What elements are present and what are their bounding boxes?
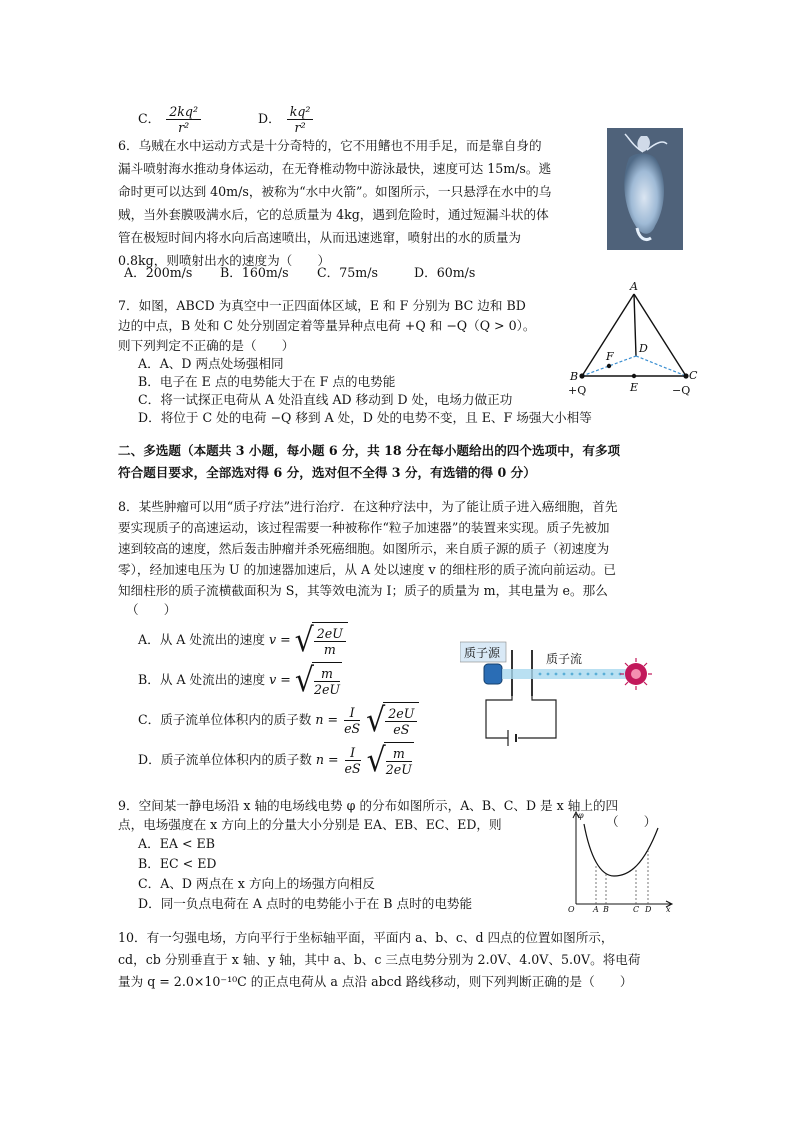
charge-minus-q: −Q: [672, 384, 691, 397]
proton-source-label: 质子源: [464, 646, 501, 660]
fraction: [386, 746, 412, 777]
option-label: D．: [258, 111, 281, 126]
q7-option-d: D．将位于 C 处的电荷 −Q 移到 A 处，D 处的电势不变，且 E、F 场强大小相等: [138, 410, 592, 425]
equation-lhs: n =: [315, 712, 339, 727]
q6-line: 6．乌贼在水中运动方式是十分奇特的，它不用鳍也不用手足，而是靠自身的: [118, 138, 542, 153]
fraction: [344, 705, 360, 736]
fraction-numerator: 2eU: [314, 626, 346, 642]
q9-line: 9．空间某一静电场沿 x 轴的电场线电势 φ 的分布如图所示，A、B、C、D 是 x 轴上的四: [118, 798, 619, 813]
section-header-line: 二、多选题（本题共 3 小题，每小题 6 分，共 18 分在每小题给出的四个选项中，有多项: [118, 443, 621, 458]
q8-line: 8．某些肿瘤可以用“质子疗法”进行治疗．在这种疗法中，为了能让质子进入癌细胞，首先: [118, 499, 618, 514]
q7-line: 7．如图，ABCD 为真空中一正四面体区域，E 和 F 分别为 BC 边和 BD: [118, 298, 526, 313]
fraction-denominator: r²: [294, 120, 306, 135]
vertex-label-c: C: [689, 369, 698, 382]
q6-line: 0.8kg，则喷射出水的速度为（ ）: [118, 253, 331, 268]
proton-source: [484, 664, 502, 684]
q9-option-b: B．EC < ED: [138, 856, 217, 871]
q8-option-b: [138, 662, 342, 699]
fraction-numerator: m: [314, 666, 340, 682]
charge-plus-q: +Q: [568, 384, 587, 397]
q9-option-a: A．EA < EB: [138, 836, 215, 851]
fraction-denominator: 2eU: [385, 762, 412, 777]
option-text: B．从 A 处流出的速度: [138, 672, 266, 687]
tetrahedron-figure: [562, 278, 702, 400]
q9-line: 点，电场强度在 x 方向上的分量大小分别是 EA、EB、EC、ED，则: [118, 817, 502, 832]
fraction-denominator: 2eU: [313, 682, 341, 697]
q6-option-a: A．200m/s: [124, 265, 193, 280]
point-label-a: A: [593, 905, 599, 914]
square-root: √ $\frac{m}{2eU}$: [294, 660, 341, 700]
square-root: √ $\frac{m}{2eU}$: [366, 740, 412, 780]
fraction-denominator: r²: [178, 120, 190, 135]
potential-curve: [584, 824, 658, 876]
q6-line: 漏斗喷射海水推动身体运动，在无脊椎动物中游泳最快，速度可达 15m/s。逃: [118, 161, 552, 176]
q8-option-a: [138, 622, 348, 659]
proton-stream-label: 质子流: [546, 652, 583, 666]
q7-option-c: C．将一试探正电荷从 A 处沿直线 AD 移动到 D 处，电场力做正功: [138, 392, 513, 407]
square-root: √ $\frac{2eU}{m}$: [295, 622, 348, 659]
q7-option-a: A．A、D 两点处场强相同: [138, 356, 284, 371]
q7-line: 边的中点，B 处和 C 处分别固定着等量异种点电荷 +Q 和 −Q（Q > 0）。: [118, 318, 536, 333]
q6-line: 贼，当外套膜吸满水后，它的总质量为 4kg，遇到危险时，通过短漏斗状的体: [118, 207, 549, 222]
fraction: [385, 706, 417, 737]
fraction: [345, 745, 361, 776]
q7-option-b: B．电子在 E 点的电势能大于在 F 点的电势能: [138, 374, 396, 389]
equation-lhs: v =: [268, 632, 291, 647]
q8-line: 速到较高的速度，然后轰击肿瘤并杀死癌细胞。如图所示，来自质子源的质子（初速度为: [118, 541, 610, 556]
potential-graph: [566, 810, 678, 916]
fraction-denominator: m: [323, 642, 336, 657]
q6-line: 命时更可以达到 40m/s，被称为“水中火箭”。如图所示，一只悬浮在水中的乌: [118, 184, 552, 199]
fraction-numerator: 2kq²: [166, 104, 201, 120]
q8-option-c: [138, 702, 419, 739]
vertex-label-b: B: [570, 370, 579, 383]
q5-option-d: [258, 104, 315, 135]
fraction-numerator: I: [345, 745, 361, 761]
q6-line: 管在极短时间内将水向后高速喷出，从而迅速逃窜，喷射出的水的质量为: [118, 230, 521, 245]
fraction-numerator: kq²: [287, 104, 314, 120]
fraction: [314, 626, 346, 657]
q8-option-d: [138, 742, 414, 779]
q8-line: 要实现质子的高速运动，该过程需要一种被称作“粒子加速器”的装置来实现。质子先被加: [118, 520, 610, 535]
point-label-c: C: [633, 905, 640, 914]
fraction: [287, 104, 314, 135]
fraction-numerator: I: [344, 705, 360, 721]
q5-option-c: [138, 104, 203, 135]
fraction: [314, 666, 340, 697]
fraction-denominator: eS: [393, 722, 410, 737]
q8-line: 零），经加速电压为 U 的加速器加速后，从 A 处以速度 v 的细柱形的质子流向前运动。已: [118, 562, 616, 577]
vertex-label-d: D: [639, 342, 648, 355]
q10-line: 10．有一匀强电场，方向平行于坐标轴平面，平面内 a、b、c、d 四点的位置如图所示，: [118, 930, 614, 945]
q9-option-c: C．A、D 两点在 x 方向上的场强方向相反: [138, 876, 375, 891]
q9-option-d: D．同一负点电荷在 A 点时的电势能小于在 B 点时的电势能: [138, 896, 473, 911]
axis-label-phi: φ: [578, 811, 584, 820]
fraction-denominator: eS: [344, 721, 361, 736]
q7-line: 则下列判定不正确的是（ ）: [118, 338, 295, 353]
proton-accelerator-figure: [460, 636, 670, 748]
vertex-label-a: A: [630, 280, 638, 293]
point-label-e: E: [630, 381, 639, 394]
point-label-d: D: [645, 905, 652, 914]
q10-line: cd，cb 分别垂直于 x 轴、y 轴，其中 a、b、c 三点电势分别为 2.0V、4.0V、5.0V。将电荷: [118, 952, 641, 967]
equation-lhs: n =: [315, 752, 339, 767]
q6-option-d: D．60m/s: [414, 265, 476, 280]
section-header-line: 符合题目要求，全部选对得 6 分，选对但不全得 3 分，有选错的得 0 分）: [118, 465, 536, 480]
q6-option-b: B．160m/s: [220, 265, 289, 280]
option-text: C．质子流单位体积内的质子数: [138, 712, 312, 727]
fraction-numerator: 2eU: [385, 706, 417, 722]
equation-lhs: v =: [269, 672, 291, 687]
point-label-f: F: [606, 350, 614, 363]
point-label-b: B: [603, 905, 609, 914]
q8-line: （ ）: [126, 602, 177, 617]
fraction: [166, 104, 201, 135]
q10-line: 量为 q = 2.0×10⁻¹⁰C 的正点电荷从 a 点沿 abcd 路线移动，则下列判断正确的是（ ）: [118, 974, 633, 989]
squid-photo: [607, 128, 683, 250]
option-label: C．: [138, 111, 161, 126]
q6-option-c: C．75m/s: [317, 265, 378, 280]
axis-label-x: x: [666, 905, 671, 914]
fraction-denominator: eS: [344, 761, 361, 776]
fraction-numerator: m: [386, 746, 412, 762]
q8-line: 知细柱形的质子流横截面积为 S，其等效电流为 I；质子的质量为 m，其电量为 e。那么: [118, 583, 608, 598]
option-text: A．从 A 处流出的速度: [138, 632, 265, 647]
q9-answer-paren: （ ）: [606, 814, 657, 829]
option-text: D．质子流单位体积内的质子数: [138, 752, 312, 767]
origin-label: O: [568, 905, 575, 914]
square-root: √ $\frac{2eU}{eS}$: [366, 702, 419, 739]
